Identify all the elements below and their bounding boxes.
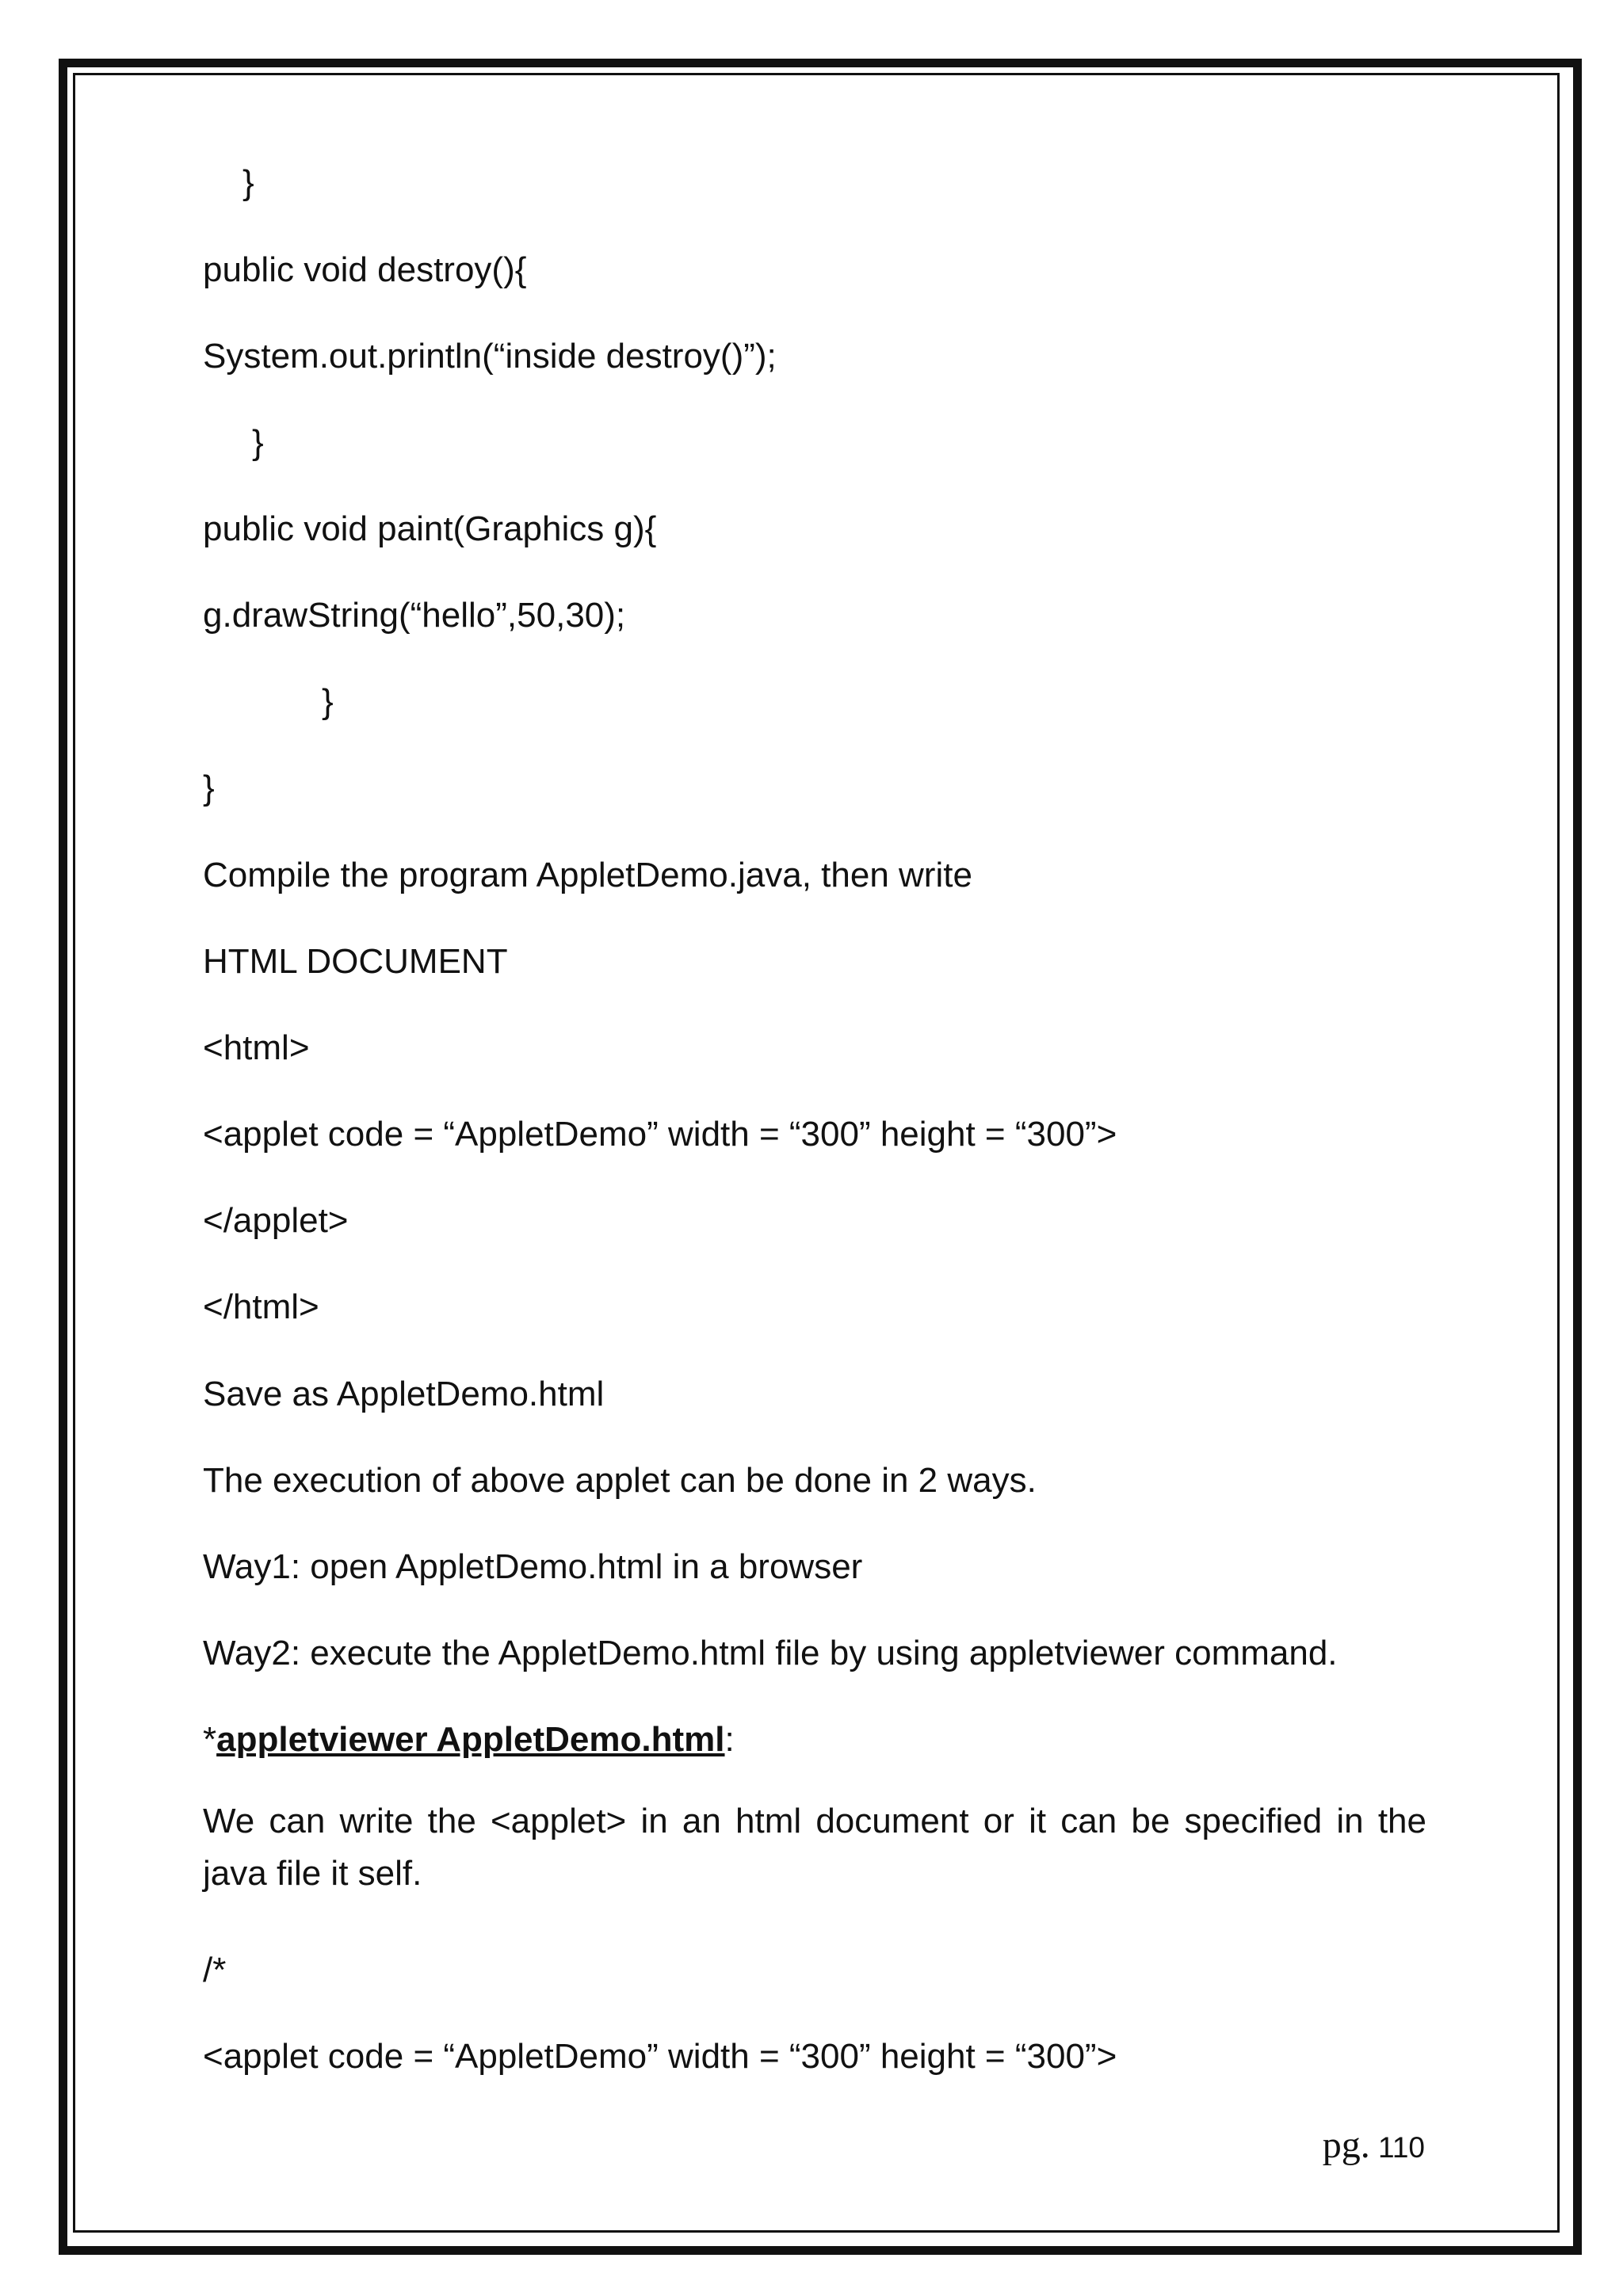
- code-line-drawstring: g.drawString(“hello”,50,30);: [203, 596, 626, 635]
- code-applet-tag-in-comment: <applet code = “AppletDemo” width = “300” height = “300”>: [203, 2037, 1117, 2076]
- colon-suffix: :: [724, 1720, 735, 1759]
- page-number-value: 110: [1378, 2131, 1425, 2164]
- text-way2: Way2: execute the AppletDemo.html file by using appletviewer command.: [203, 1634, 1338, 1672]
- code-line-destroy-println: System.out.println(“inside destroy()”);: [203, 337, 777, 376]
- html-line-applet-open: <applet code = “AppletDemo” width = “300” height = “300”>: [203, 1115, 1117, 1154]
- html-line-applet-close: </applet>: [203, 1201, 349, 1240]
- code-line-paint-close: }: [322, 682, 334, 721]
- code-line-closing-brace: }: [242, 163, 254, 202]
- code-line-paint-signature: public void paint(Graphics g){: [203, 509, 657, 548]
- text-appletviewer-command: [203, 1718, 735, 1761]
- code-line-destroy-close: }: [252, 423, 264, 462]
- asterisk-prefix: *: [203, 1720, 217, 1759]
- page-number-label: pg.: [1322, 2124, 1370, 2166]
- code-comment-open: /*: [203, 1951, 227, 1989]
- appletviewer-command-emphasis: appletviewer AppletDemo.html: [216, 1720, 725, 1759]
- code-line-class-close: }: [203, 769, 215, 807]
- text-save-as: Save as AppletDemo.html: [203, 1375, 605, 1413]
- html-line-html-close: </html>: [203, 1287, 319, 1326]
- page-number: [1323, 2126, 1425, 2168]
- text-html-document-heading: HTML DOCUMENT: [203, 942, 508, 981]
- code-line-destroy-signature: public void destroy(){: [203, 250, 527, 289]
- text-way1: Way1: open AppletDemo.html in a browser: [203, 1547, 863, 1586]
- html-line-html-open: <html>: [203, 1028, 310, 1067]
- text-applet-tag-paragraph: We can write the <applet> in an html document or it can be specified in the java file it self.: [203, 1802, 1426, 1893]
- text-execution-ways: The execution of above applet can be done in 2 ways.: [203, 1461, 1037, 1500]
- text-compile-instruction: Compile the program AppletDemo.java, then write: [203, 856, 972, 894]
